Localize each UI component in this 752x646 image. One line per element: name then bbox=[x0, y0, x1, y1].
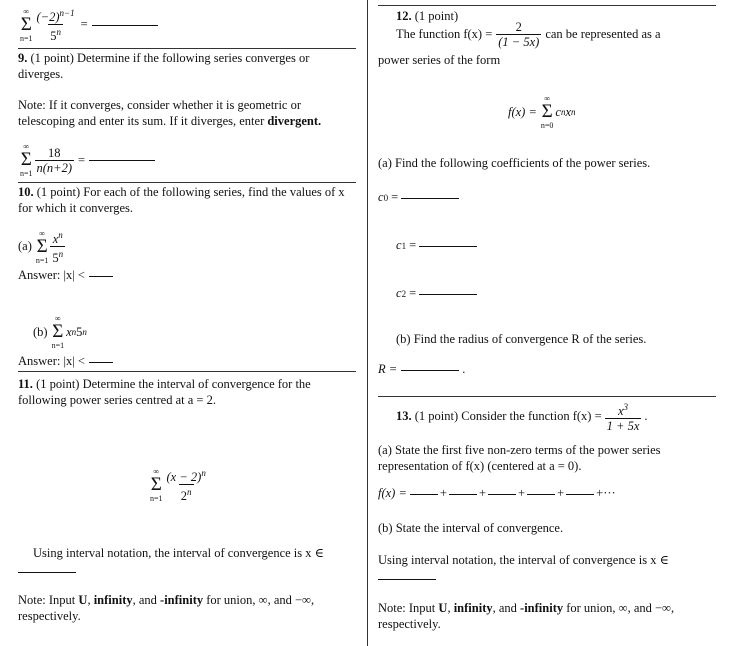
series-fraction: $\frac{(x - 2)^n}{2^n}$ bbox=[166, 468, 206, 504]
p12-c1-row: c 1 = bbox=[396, 238, 477, 253]
p10a-answer-blank[interactable] bbox=[89, 275, 113, 277]
p13-terms-row: f(x) = + + + + +··· bbox=[378, 486, 616, 500]
c0-answer-blank[interactable] bbox=[401, 197, 459, 199]
p11-interval-prompt: Using interval notation, the interval of convergence is x ∈ bbox=[33, 546, 324, 560]
p9-series-expression: ∞ Σ n=1 $\frac{18}{n(n+2)}$ = bbox=[20, 142, 155, 178]
function-fraction: $\frac{x^3}{1 + 5x}$ bbox=[606, 402, 640, 434]
column-divider bbox=[367, 0, 368, 646]
p10b-expression: (b) ∞ Σ n=1 x n 5 n bbox=[33, 314, 87, 350]
p9-note: Note: If it converges, consider whether it is geometric or telescoping and enter its sum. If it diverges, enter divergent. bbox=[18, 98, 322, 128]
p12-c2-row: c 2 = bbox=[396, 286, 477, 301]
sigma-symbol: ∞ Σ n=1 bbox=[20, 6, 33, 43]
c2-answer-blank[interactable] bbox=[419, 293, 477, 295]
p9-statement: 9. (1 point) Determine if the following series converges or diverges. bbox=[18, 51, 310, 81]
p12-c0-row: c 0 = bbox=[378, 190, 459, 205]
p11-statement: 11. (1 point) Determine the interval of convergence for the following power series centred at a = 2. bbox=[18, 377, 311, 407]
divider bbox=[378, 396, 716, 397]
p8-series-expression: ∞ Σ n=1 $\frac{(-2)^{n-1}}{5^n}$ = bbox=[20, 6, 158, 43]
sigma-symbol: ∞ Σ n=1 bbox=[150, 466, 163, 503]
p11-note: Note: Input U, infinity, and -infinity for union, ∞, and −∞, respectively. bbox=[18, 593, 315, 623]
p12-part-a: (a) Find the following coefficients of the power series. bbox=[378, 156, 651, 170]
divider bbox=[18, 371, 356, 372]
p9-answer-blank[interactable] bbox=[89, 159, 155, 161]
sigma-symbol: ∞ Σ n=1 bbox=[20, 142, 33, 178]
term-3-blank[interactable] bbox=[488, 493, 516, 495]
term-5-blank[interactable] bbox=[566, 493, 594, 495]
p13-interval-prompt: Using interval notation, the interval of convergence is x ∈ bbox=[378, 553, 669, 567]
term-4-blank[interactable] bbox=[527, 493, 555, 495]
function-fraction: $\frac{2}{(1 - 5x)}$ bbox=[498, 20, 540, 49]
c1-answer-blank[interactable] bbox=[419, 245, 477, 247]
p12-trail-spacer: power series of the form bbox=[378, 53, 501, 67]
divider bbox=[18, 48, 356, 49]
sigma-symbol: ∞ Σ n=1 bbox=[51, 314, 65, 350]
p13-part-a: (a) State the first five non-zero terms of the power series representation of f(x) (centered at a = 0). bbox=[378, 443, 661, 473]
p8-answer-blank[interactable] bbox=[92, 24, 158, 26]
series-fraction: $\frac{18}{n(n+2)}$ bbox=[36, 145, 73, 175]
sigma-symbol: ∞ Σ n=1 bbox=[35, 228, 49, 265]
p11-interval-blank[interactable] bbox=[18, 571, 76, 573]
p12-heading: 12. (1 point) bbox=[396, 9, 459, 23]
p10-statement: 10. (1 point) For each of the following series, find the values of x for which it converges. bbox=[18, 185, 345, 215]
p10a-expression: (a) ∞ Σ n=1 $\frac{x^n}{5^n}$ bbox=[18, 228, 64, 266]
p12-part-b: (b) Find the radius of convergence R of the series. bbox=[396, 332, 647, 346]
p12-radius-row: R = . bbox=[378, 362, 466, 376]
term-1-blank[interactable] bbox=[410, 493, 438, 495]
p13-note: Note: Input U, infinity, and -infinity for union, ∞, and −∞, respectively. bbox=[378, 601, 675, 631]
p10b-answer-blank[interactable] bbox=[89, 361, 113, 363]
p11-series-expression bbox=[150, 466, 208, 503]
series-fraction: $\frac{(-2)^{n-1}}{5^n}$ bbox=[36, 8, 75, 44]
p13-part-b: (b) State the interval of convergence. bbox=[378, 521, 564, 535]
series-fraction: $\frac{x^n}{5^n}$ bbox=[52, 230, 64, 266]
p10b-answer: Answer: |x| < bbox=[18, 354, 113, 369]
p13-statement: 13. (1 point) Consider the function f(x) = $\frac{x^3}{1 + 5x}$ . bbox=[396, 402, 648, 434]
p13-interval-blank[interactable] bbox=[378, 578, 436, 580]
p12-trail-text-part1: can be represented as a bbox=[545, 27, 661, 41]
divider bbox=[18, 182, 356, 183]
sigma-symbol: ∞ Σ n=0 bbox=[540, 94, 554, 130]
term-2-blank[interactable] bbox=[449, 493, 477, 495]
p10a-answer: Answer: |x| < bbox=[18, 268, 113, 283]
divider bbox=[378, 5, 716, 6]
p12-series-form: f(x) = ∞ Σ n=0 c n x n bbox=[508, 94, 576, 130]
radius-answer-blank[interactable] bbox=[401, 369, 459, 371]
p12-function-line: The function f(x) = $\frac{2}{(1 - 5x)}$ can be represented as a bbox=[396, 20, 661, 49]
